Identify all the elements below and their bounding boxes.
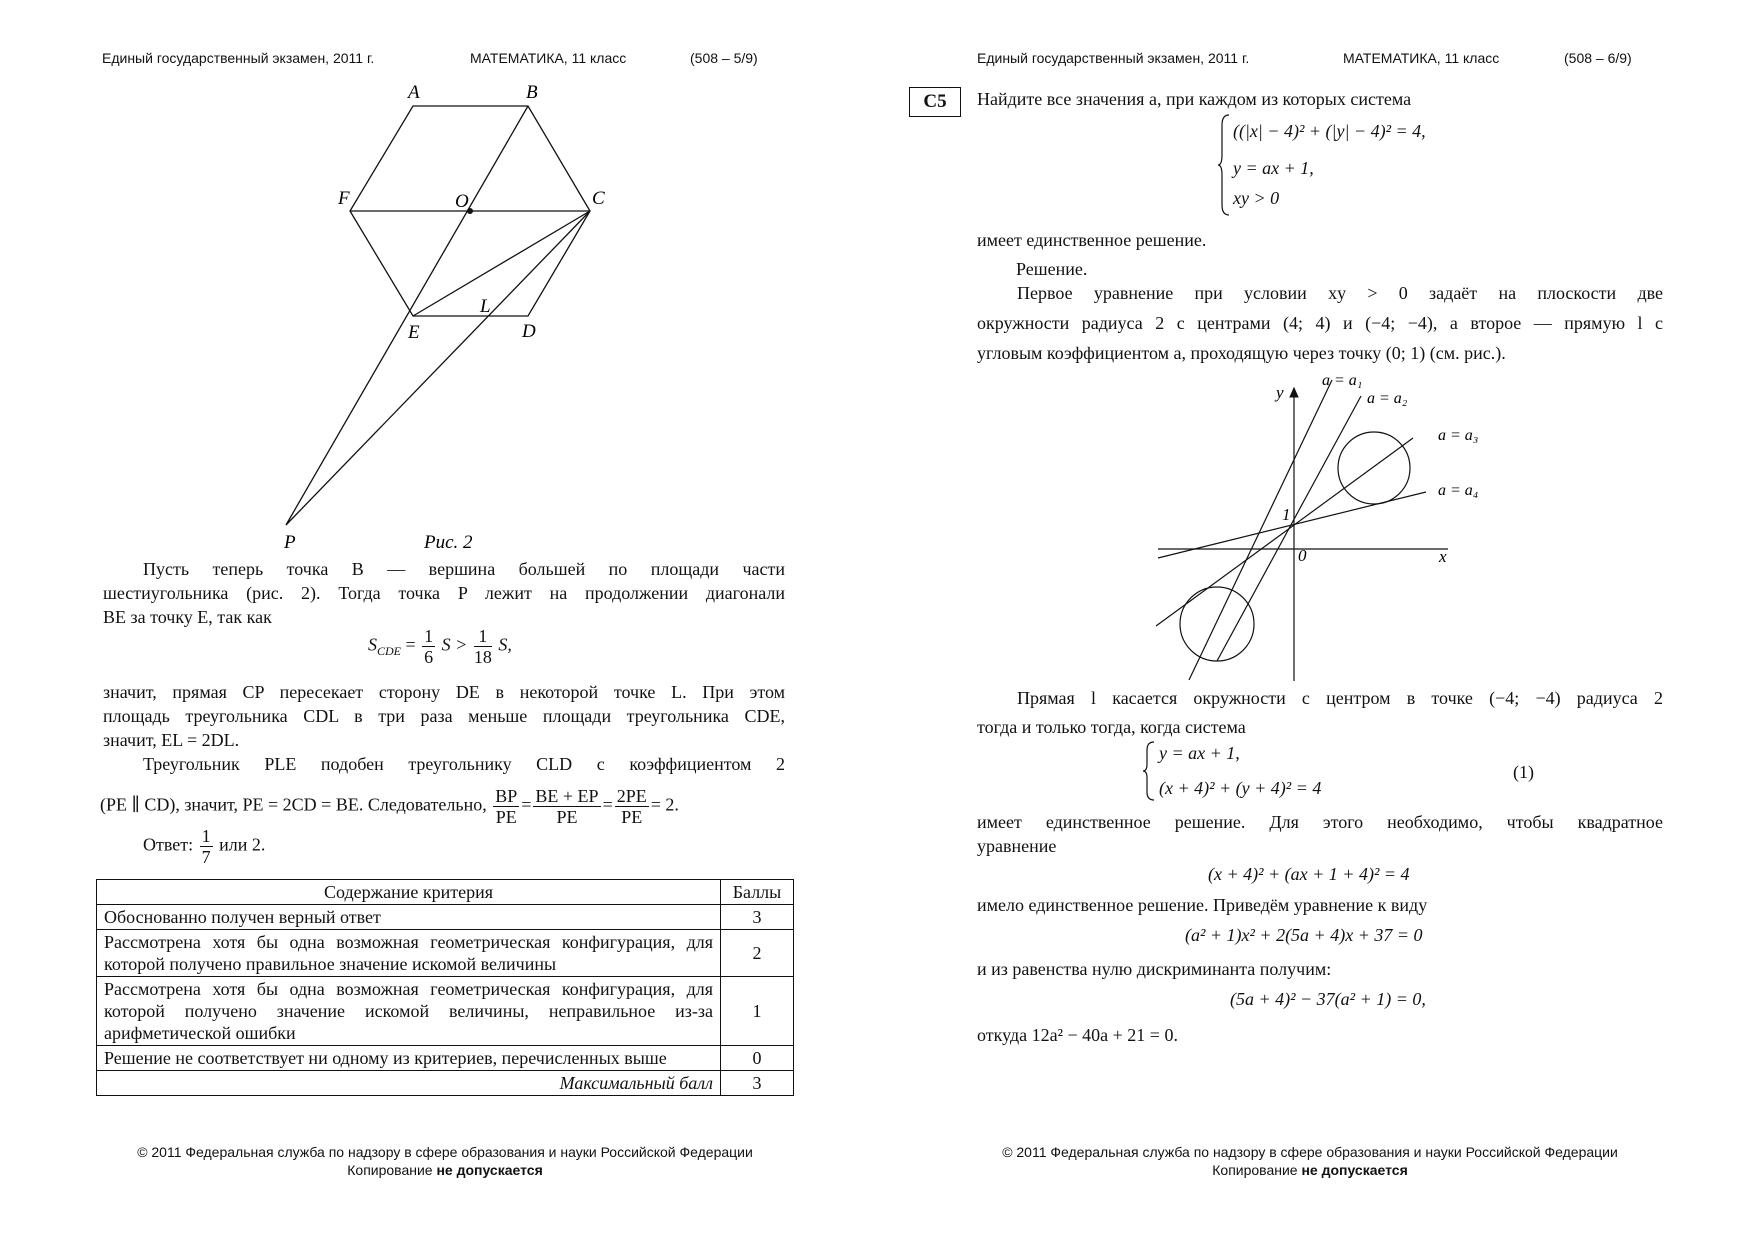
system-eq3: xy > 0 [1233,188,1280,208]
label-b: B [526,82,538,103]
final-equation: откуда 12a² − 40a + 21 = 0. [977,1025,1178,1045]
equation-standard: (a² + 1)x² + 2(5a + 4)x + 37 = 0 [1185,925,1423,945]
header-subject: МАТЕМАТИКА, 11 класс [470,50,627,66]
footer-copy-note: Копирование не допускается [1212,1162,1408,1178]
table-row: Решение не соответствует ни одному из критериев, перечисленных выше 0 [97,1046,794,1071]
tangent-line2: тогда и только тогда, когда система [977,717,1246,737]
para1-line3: BE за точку E, так как [103,607,272,627]
tangent-line1: Прямая l касается окружности с центром в точке (−4; −4) радиуса 2 [1017,688,1663,708]
para1-line2: шестиугольника (рис. 2). Тогда точка P лежит на продолжении диагонали [103,583,785,603]
label-e: E [408,322,420,343]
solution-line1: Первое уравнение при условии xy > 0 задаёт на плоскости две [1017,283,1663,303]
line-a3 [1156,438,1413,626]
label-a1: a = a₁ [1322,372,1363,389]
circle-upper [1338,432,1410,504]
header-exam: Единый государственный экзамен, 2011 г. [102,50,375,66]
equation-number: (1) [1513,762,1534,782]
equation-quadratic: (x + 4)² + (ax + 1 + 4)² = 4 [1208,864,1410,884]
label-p: P [284,532,296,553]
formula-scde: $S_{CDE}$ = $\frac{1}{6}$ S > $\frac{1}{18}$ S, [368,626,512,667]
para2-line1: значит, прямая CP пересекает сторону DE в некоторой точке L. При этом [103,682,785,702]
answer: Ответ: $\frac{1}{7}$ или 2. [143,826,266,867]
system-eq2: y = ax + 1, [1233,158,1314,178]
footer-copyright: © 2011 Федеральная служба по надзору в сфере образования и науки Российской Федерации [1002,1144,1618,1160]
header-page-number: (508 – 5/9) [690,50,758,66]
table-row: Обоснованно получен верный ответ 3 [97,905,794,930]
line-a1 [1189,380,1332,680]
equation-discriminant: (5a + 4)² − 37(a² + 1) = 0, [1230,989,1426,1009]
line-cp [286,211,590,525]
label-x: x [1439,547,1447,566]
circle-lower [1180,587,1254,661]
table-max-row: Максимальный балл 3 [97,1071,794,1096]
footer [873,1143,1747,1179]
tangent-graph [873,368,1747,688]
label-o: O [455,191,469,212]
task-text: Найдите все значения a, при каждом из которых система [977,89,1412,109]
table-header-row [97,880,794,905]
para2-line2: площадь треугольника CDL в три раза меньше площади треугольника CDE, [103,706,785,726]
frac-1-6: $\frac{1}{6}$ [424,626,434,667]
figure-caption: Рис. 2 [424,532,473,553]
header-page-number: (508 – 6/9) [1564,50,1632,66]
table-row: Рассмотрена хотя бы одна возможная геометрическая конфигурация, для которой получено правильное значение искомой величины 2 [97,930,794,977]
need-line2: уравнение [977,836,1057,856]
criteria-table [96,879,794,1096]
para1-line1: Пусть теперь точка B — вершина большей по площади части [143,559,785,579]
system-eq1: ((|x| − 4)² + (|y| − 4)² = 4, [1233,121,1426,141]
right-page [873,0,1747,1239]
label-one: 1 [1282,505,1291,524]
header-points: Баллы [721,880,794,905]
left-page [0,0,873,1239]
header-subject: МАТЕМАТИКА, 11 класс [1343,50,1500,66]
label-a4: a = a₄ [1438,482,1479,499]
system-brace [1217,113,1231,217]
need-line1: имеет единственное решение. Для этого необходимо, чтобы квадратное [977,812,1663,832]
line-a4 [1158,492,1426,558]
label-a: A [408,82,420,103]
unique-solution-text: имеет единственное решение. [977,230,1207,250]
line-ce [413,211,590,316]
lead-text: имело единственное решение. Приведём уравнение к виду [977,895,1428,915]
footer [0,1143,890,1179]
header-exam: Единый государственный экзамен, 2011 г. [977,50,1250,66]
para2-line3: значит, EL = 2DL. [103,730,240,750]
hexagon-figure [0,0,873,560]
label-zero: 0 [1298,546,1307,565]
discriminant-text: и из равенства нулю дискриминанта получим: [977,959,1332,979]
label-a3: a = a₃ [1438,427,1479,444]
system2-eq2: (x + 4)² + (y + 4)² = 4 [1159,778,1322,798]
frac-1-18: $\frac{1}{18}$ [473,626,492,667]
label-f: F [338,188,350,209]
system2-brace [1142,740,1156,802]
label-a2: a = a₂ [1367,390,1408,407]
para3-line2: (PE ∥ CD), значит, PE = 2CD = BE. Следовательно, $\frac{BP}{PE}$ = $\frac{BE + EP}{PE}$ = $\frac{2PE}{PE}$ = 2. [100,786,679,827]
para3-line1: Треугольник PLE подобен треугольнику CLD с коэффициентом 2 [143,754,785,774]
solution-line2: окружности радиуса 2 с центрами (4; 4) и (−4; −4), а второе — прямую l с [977,313,1663,333]
solution-heading: Решение. [1016,259,1088,279]
task-label-box: C5 [909,87,961,117]
footer-copy-note: Копирование не допускается [347,1162,543,1178]
system2-eq1: y = ax + 1, [1159,743,1240,763]
solution-line3: угловым коэффициентом a, проходящую через точку (0; 1) (см. рис.). [977,343,1506,363]
label-d: D [522,321,536,342]
label-l: L [480,296,491,317]
label-y: y [1276,383,1284,402]
footer-copyright: © 2011 Федеральная служба по надзору в сфере образования и науки Российской Федерации [137,1144,753,1160]
header-criterion: Содержание критерия [97,880,721,905]
label-c: C [592,188,605,209]
table-row: Рассмотрена хотя бы одна возможная геометрическая конфигурация, для которой получено значение искомой величины, неправильное из-за арифметической ошибки 1 [97,977,794,1046]
